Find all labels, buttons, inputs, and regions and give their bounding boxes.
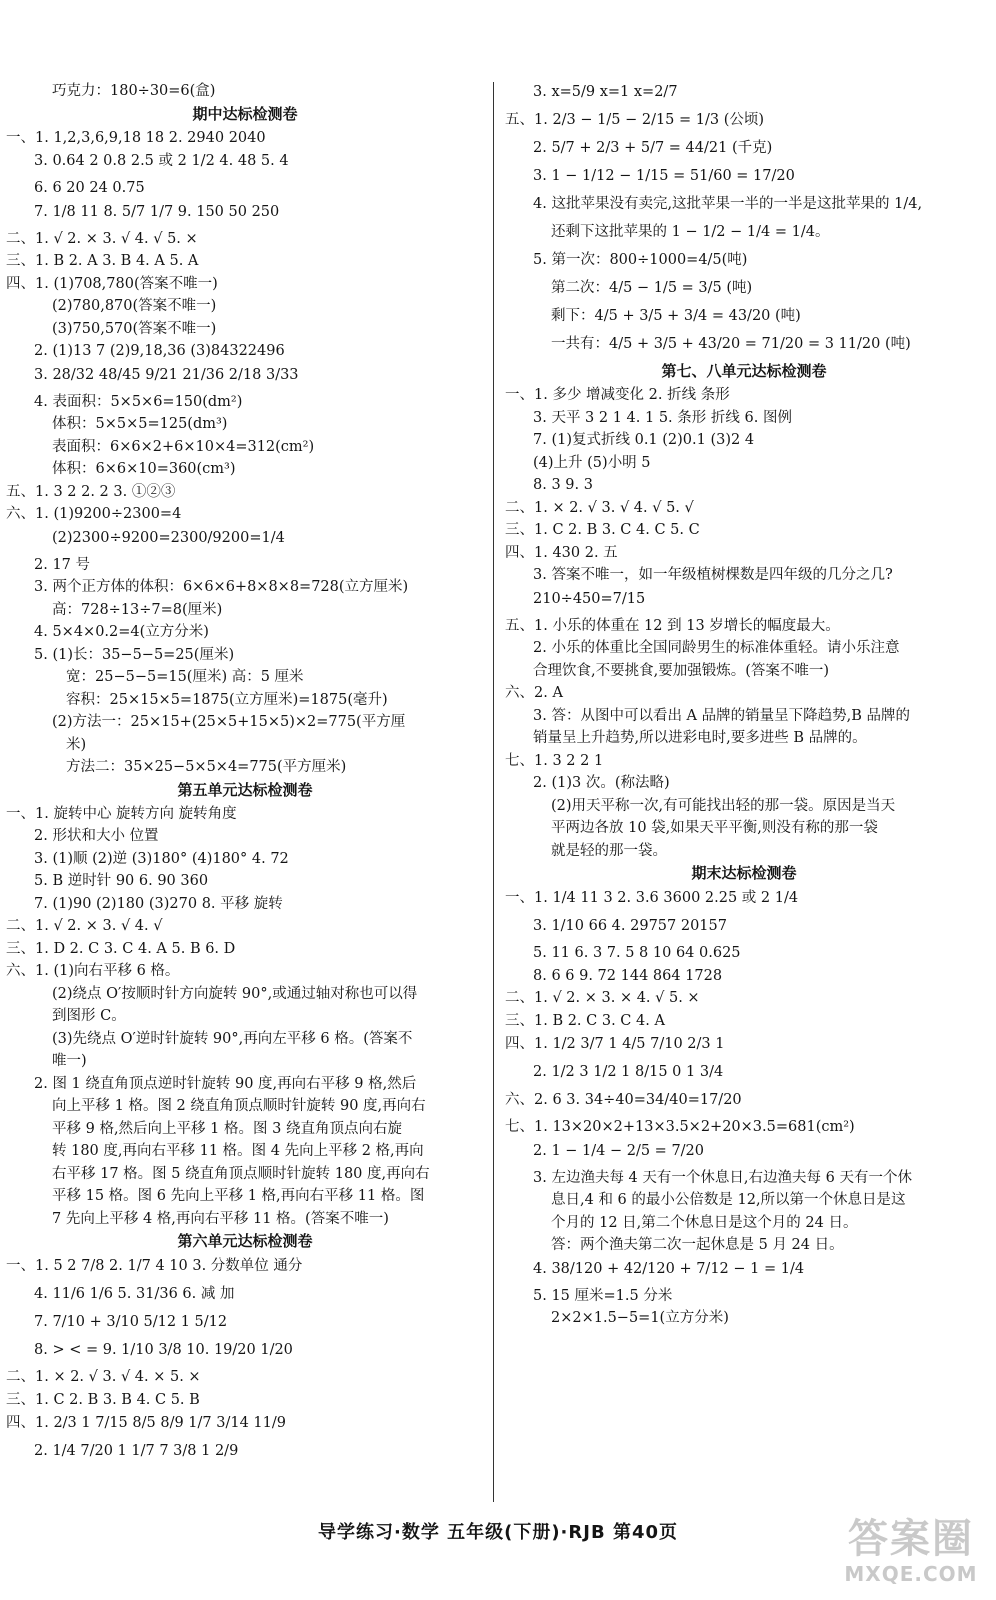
answer-line: 3. (1)顺 (2)逆 (3)180° (4)180° 4. 72 xyxy=(34,850,289,867)
page-footer: 导学练习·数学 五年级(下册)·RJB 第40页 xyxy=(318,1522,678,1543)
answer-line: 2. 1/2 3 1/2 1 8/15 0 1 3/4 xyxy=(533,1064,724,1080)
section-title: 第六单元达标检测卷 xyxy=(177,1232,313,1250)
answer-line: 就是轻的那一袋。 xyxy=(551,842,667,859)
answer-line: 3. 28/32 48/45 9/21 21/36 2/18 3/33 xyxy=(34,366,299,383)
section-title: 第五单元达标检测卷 xyxy=(177,780,313,799)
answer-line: 五、1. 2/3 − 1/5 − 2/15 = 1/3 (公顷) xyxy=(505,112,765,128)
answer-line: 向上平移 1 格。图 2 绕直角顶点顺时针旋转 90 度,再向右 xyxy=(52,1098,426,1114)
answer-line: 还剩下这批苹果的 1 − 1/2 − 1/4 = 1/4。 xyxy=(551,224,830,240)
section-title: 期中达标检测卷 xyxy=(192,104,298,123)
answer-line: 二、1. × 2. √ 3. √ 4. √ 5. √ xyxy=(505,499,694,516)
answer-line: 平两边各放 10 袋,如果天平平衡,则没有称的那一袋 xyxy=(551,820,878,836)
answer-line: 个月的 12 日,第二个休息日是这个月的 24 日。 xyxy=(551,1214,858,1231)
answer-line: 六、2. A xyxy=(505,685,563,701)
answer-line: 五、1. 小乐的体重在 12 到 13 岁增长的幅度最大。 xyxy=(505,617,840,634)
answer-line: 剩下：4/5 + 3/5 + 3/4 = 43/20 (吨) xyxy=(551,308,801,324)
answer-line: 8. 6 6 9. 72 144 864 1728 xyxy=(533,967,723,984)
answer-line: (3)先绕点 O′逆时针旋转 90°,再向左平移 6 格。(答案不 xyxy=(52,1030,413,1047)
section-title: 期末达标检测卷 xyxy=(691,864,797,882)
answer-line: 5. B 逆时针 90 6. 90 360 xyxy=(34,873,209,889)
answer-line: 息日,4 和 6 的最小公倍数是 12,所以第一个休息日是这 xyxy=(551,1192,906,1208)
answer-line: 二、1. √ 2. × 3. √ 4. √ xyxy=(6,918,163,934)
answer-line: 表面积：6×6×2+6×10×4=312(cm²) xyxy=(52,438,315,455)
answer-line: (2)780,870(答案不唯一) xyxy=(52,298,217,314)
answer-line: 3. 答案不唯一，如一年级植树棵数是四年级的几分之几? xyxy=(533,567,893,583)
answer-line: 三、1. C 2. B 3. B 4. C 5. B xyxy=(6,1391,200,1408)
answer-line: 第二次：4/5 − 1/5 = 3/5 (吨) xyxy=(551,280,753,296)
answer-line: 一、1. 1/4 11 3 2. 3.6 3600 2.25 或 2 1/4 xyxy=(505,890,799,906)
answer-line: 2. (1)3 次。(称法略) xyxy=(533,775,670,791)
answer-line: 销量呈上升趋势,所以进彩电时,要多进些 B 品牌的。 xyxy=(533,730,867,746)
answer-line: 7. 1/8 11 8. 5/7 1/7 9. 150 50 250 xyxy=(34,203,280,220)
answer-line: 2. 17 号 xyxy=(34,556,91,573)
answer-line: 右平移 17 格。图 5 绕直角顶点顺时针旋转 180 度,再向右 xyxy=(52,1165,430,1182)
answer-line: 四、1. 1/2 3/7 1 4/5 7/10 2/3 1 xyxy=(505,1036,725,1052)
answer-line: 3. 天平 3 2 1 4. 1 5. 条形 折线 6. 图例 xyxy=(533,409,792,426)
answer-line: 2. 1/4 7/20 1 1/7 7 3/8 1 2/9 xyxy=(34,1443,239,1459)
answer-line: 一、1. 多少 增减变化 2. 折线 条形 xyxy=(505,387,730,403)
answer-line: 8. 3 9. 3 xyxy=(533,477,593,493)
answer-line: 一、1. 1,2,3,6,9,18 18 2. 2940 2040 xyxy=(6,129,266,146)
answer-line: 到图形 C。 xyxy=(52,1008,126,1024)
answer-line: 三、1. D 2. C 3. C 4. A 5. B 6. D xyxy=(6,940,236,957)
answer-line: 五、1. 3 2 2. 2 3. ①②③ xyxy=(6,483,176,500)
answer-line: 5. 第一次：800÷1000=4/5(吨) xyxy=(533,252,748,268)
answer-line: 3. x=5/9 x=1 x=2/7 xyxy=(533,84,678,100)
watermark-logo xyxy=(836,1516,986,1586)
answer-line: 宽：25−5−5=15(厘米) 高：5 厘米 xyxy=(66,669,304,685)
answer-line: 5. 15 厘米=1.5 分米 xyxy=(533,1287,673,1304)
answer-line: 三、1. C 2. B 3. C 4. C 5. C xyxy=(505,522,700,538)
answer-line: 3. 左边渔夫每 4 天有一个休息日,右边渔夫每 6 天有一个休 xyxy=(533,1169,912,1186)
answer-line: 六、1. (1)9200÷2300=4 xyxy=(6,506,182,522)
answer-line: 二、1. × 2. √ 3. √ 4. × 5. × xyxy=(6,1369,201,1385)
answer-line: 210÷450=7/15 xyxy=(533,590,646,607)
answer-line: 5. (1)长：35−5−5=25(厘米) xyxy=(34,646,235,663)
answer-line: 一、1. 旋转中心 旋转方向 旋转角度 xyxy=(6,805,237,822)
answer-line: 转 180 度,再向右平移 11 格。图 4 先向上平移 2 格,再向 xyxy=(52,1143,424,1159)
answer-line: 六、1. (1)向右平移 6 格。 xyxy=(6,963,180,979)
answer-line: 3. 1 − 1/12 − 1/15 = 51/60 = 17/20 xyxy=(533,168,795,184)
left-column xyxy=(6,82,484,1469)
answer-line: 2. 小乐的体重比全国同龄男生的标准体重轻。请小乐注意 xyxy=(533,640,900,656)
answer-line: 方法二：35×25−5×5×4=775(平方厘米) xyxy=(66,759,347,775)
answer-line: 高：728÷13÷7=8(厘米) xyxy=(52,601,223,618)
answer-line: 7 先向上平移 4 格,再向右平移 11 格。(答案不唯一) xyxy=(52,1210,389,1227)
answer-line: 8. > < = 9. 1/10 3/8 10. 19/20 1/20 xyxy=(34,1342,293,1358)
answer-line: 七、1. 3 2 2 1 xyxy=(505,752,604,769)
answer-line: 2. 1 − 1/4 − 2/5 = 7/20 xyxy=(533,1142,705,1159)
answer-line: 六、2. 6 3. 34÷40=34/40=17/20 xyxy=(505,1092,742,1108)
watermark-text: 答案圈 xyxy=(848,1516,974,1562)
right-column xyxy=(505,82,983,1332)
answer-line: (2)绕点 O′按顺时针方向旋转 90°,或通过轴对称也可以得 xyxy=(52,985,418,1002)
answer-line: 平移 9 格,然后向上平移 1 格。图 3 绕直角顶点向右旋 xyxy=(52,1120,402,1137)
answer-line: 2. 5/7 + 2/3 + 5/7 = 44/21 (千克) xyxy=(533,140,773,156)
answer-line: 7. 7/10 + 3/10 5/12 1 5/12 xyxy=(34,1314,228,1330)
answer-line: 米) xyxy=(66,736,87,753)
answer-line: 一共有：4/5 + 3/5 + 43/20 = 71/20 = 3 11/20 (吨) xyxy=(551,336,911,352)
answer-line: 巧克力：180÷30=6(盒) xyxy=(52,83,216,99)
watermark-url: MXQE.COM xyxy=(844,1562,978,1586)
answer-line: (2)2300÷9200=2300/9200=1/4 xyxy=(52,529,285,546)
answer-line: 6. 6 20 24 0.75 xyxy=(34,180,145,196)
answer-line: (2)用天平称一次,有可能找出轻的那一袋。原因是当天 xyxy=(551,797,896,814)
answer-line: 七、1. 13×20×2+13×3.5×2+20×3.5=681(cm²) xyxy=(505,1119,855,1135)
answer-line: 唯一) xyxy=(52,1053,87,1069)
answer-line: 三、1. B 2. A 3. B 4. A 5. A xyxy=(6,253,199,269)
answer-line: 四、1. (1)708,780(答案不唯一) xyxy=(6,275,218,292)
answer-line: 4. 这批苹果没有卖完,这批苹果一半的一半是这批苹果的 1/4, xyxy=(533,196,923,212)
answer-line: (3)750,570(答案不唯一) xyxy=(52,320,217,337)
answer-line: 四、1. 2/3 1 7/15 8/5 8/9 1/7 3/14 11/9 xyxy=(6,1415,286,1431)
answer-line: 4. 38/120 + 42/120 + 7/12 − 1 = 1/4 xyxy=(533,1260,805,1277)
answer-line: 7. (1)复式折线 0.1 (2)0.1 (3)2 4 xyxy=(533,432,755,448)
answer-line: 答：两个渔夫第二次一起休息是 5 月 24 日。 xyxy=(551,1237,844,1253)
answer-line: 二、1. √ 2. × 3. √ 4. √ 5. × xyxy=(6,230,198,247)
answer-line: 7. (1)90 (2)180 (3)270 8. 平移 旋转 xyxy=(34,895,283,912)
answer-line: 2. 图 1 绕直角顶点逆时针旋转 90 度,再向右平移 9 格,然后 xyxy=(34,1075,417,1092)
answer-line: 2×2×1.5−5=1(立方分米) xyxy=(551,1310,729,1326)
answer-line: 3. 答：从图中可以看出 A 品牌的销量呈下降趋势,B 品牌的 xyxy=(533,707,911,724)
answer-line: 三、1. B 2. C 3. C 4. A xyxy=(505,1012,665,1029)
answer-line: 体积：5×5×5=125(dm³) xyxy=(52,416,228,432)
answer-line: 2. 形状和大小 位置 xyxy=(34,828,159,844)
answer-line: (2)方法一：25×15+(25×5+15×5)×2=775(平方厘 xyxy=(52,714,406,730)
answer-line: 5. 11 6. 3 7. 5 8 10 64 0.625 xyxy=(533,945,741,961)
answer-line: 3. 1/10 66 4. 29757 20157 xyxy=(533,918,727,934)
answer-line: 二、1. √ 2. × 3. × 4. √ 5. × xyxy=(505,990,700,1006)
answer-line: 4. 5×4×0.2=4(立方分米) xyxy=(34,624,209,640)
answer-line: (4)上升 (5)小明 5 xyxy=(533,454,651,471)
answer-line: 2. (1)13 7 (2)9,18,36 (3)84322496 xyxy=(34,343,285,359)
answer-line: 3. 0.64 2 0.8 2.5 或 2 1/2 4. 48 5. 4 xyxy=(34,153,289,169)
answer-line: 合理饮食,不要挑食,要加强锻炼。(答案不唯一) xyxy=(533,662,830,679)
column-divider xyxy=(493,82,494,1502)
section-title: 第七、八单元达标检测卷 xyxy=(661,362,827,380)
answer-line: 4. 表面积：5×5×6=150(dm²) xyxy=(34,393,243,410)
answer-line: 四、1. 430 2. 五 xyxy=(505,544,618,561)
answer-line: 3. 两个正方体的体积：6×6×6+8×8×8=728(立方厘米) xyxy=(34,579,409,595)
answer-line: 体积：6×6×10=360(cm³) xyxy=(52,461,236,477)
answer-line: 平移 15 格。图 6 先向上平移 1 格,再向右平移 11 格。图 xyxy=(52,1188,425,1204)
answer-line: 一、1. 5 2 7/8 2. 1/7 4 10 3. 分数单位 通分 xyxy=(6,1258,303,1274)
answer-line: 4. 11/6 1/6 5. 31/36 6. 减 加 xyxy=(34,1286,235,1302)
answer-line: 容积：25×15×5=1875(立方厘米)=1875(毫升) xyxy=(66,691,388,708)
